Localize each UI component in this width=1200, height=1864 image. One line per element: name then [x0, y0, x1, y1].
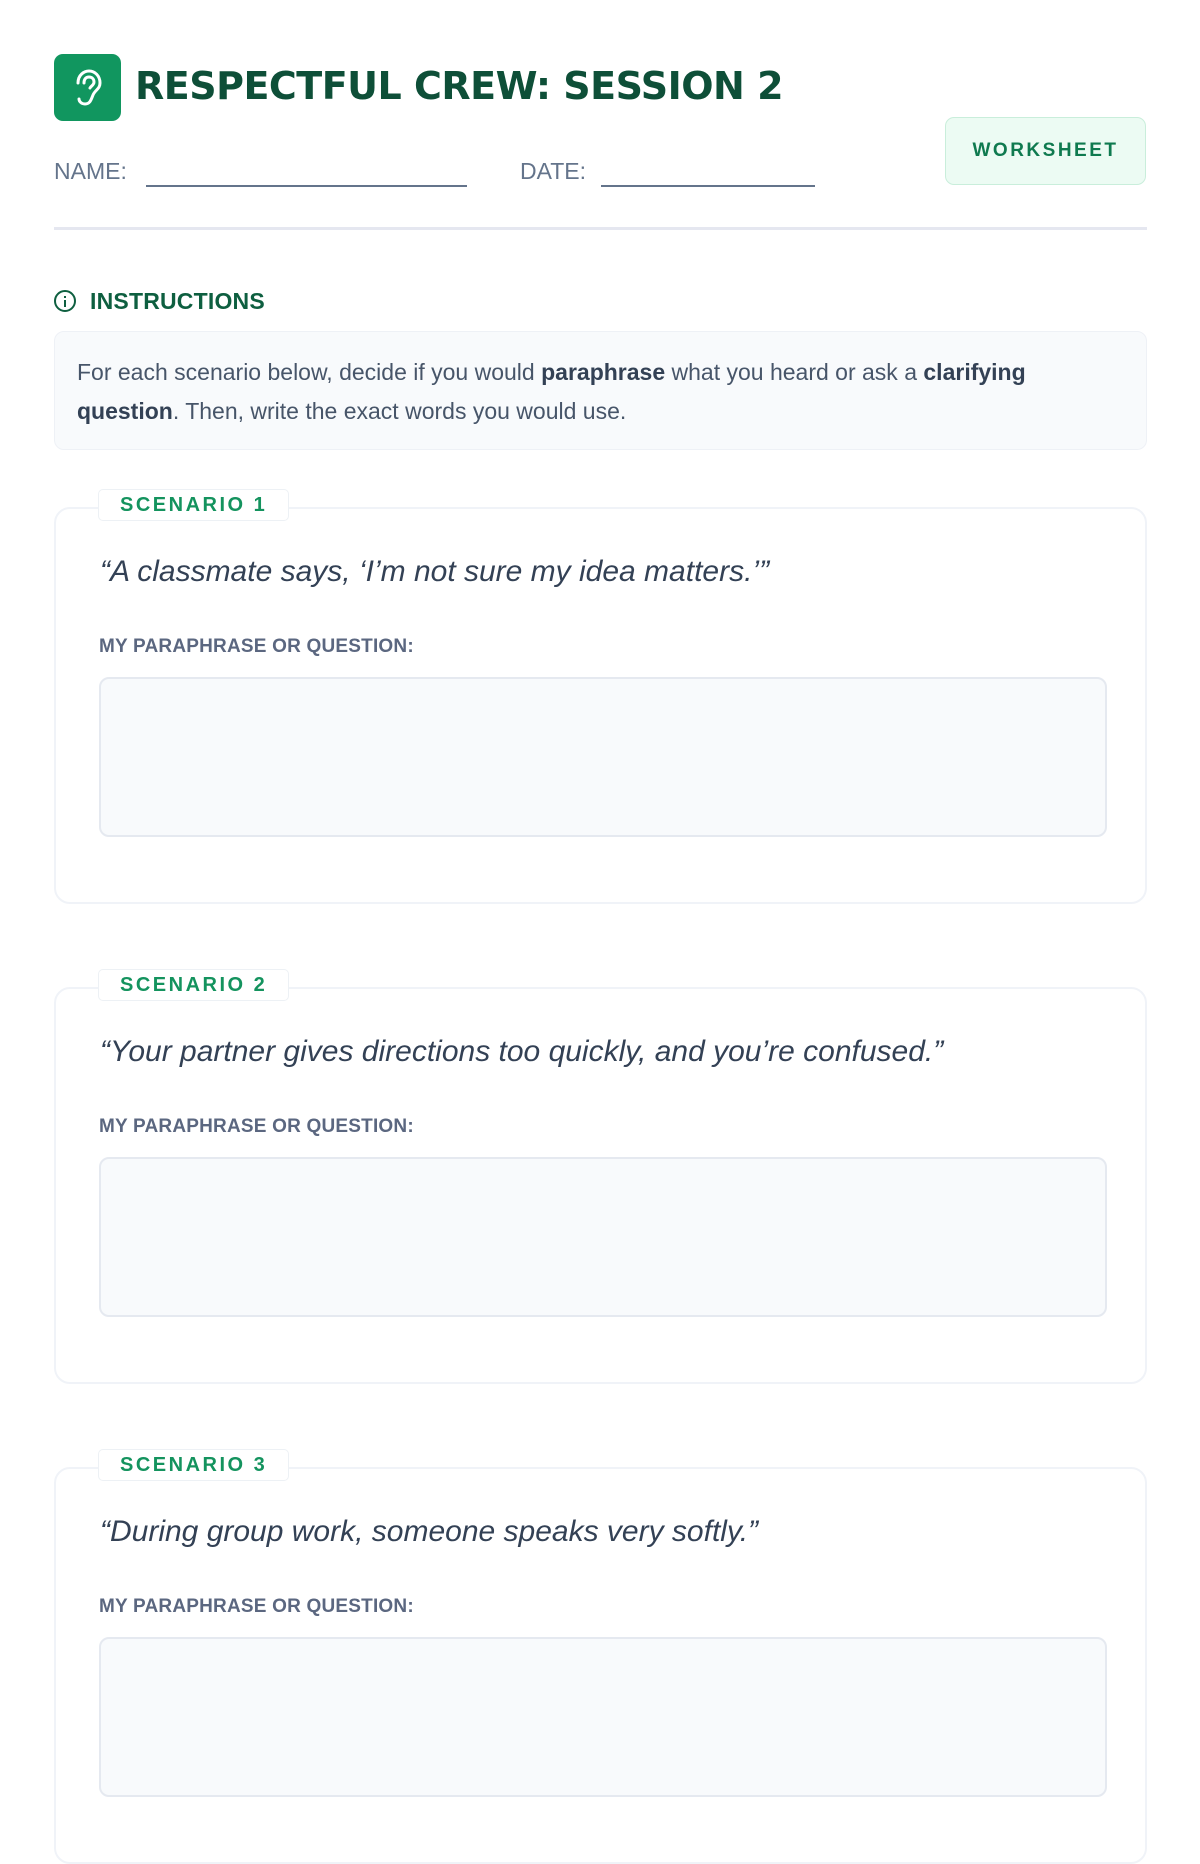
instructions-bold-paraphrase: paraphrase: [541, 359, 666, 385]
scenario-card: [54, 493, 1147, 904]
scenario-quote: “During group work, someone speaks very softly.”: [100, 1515, 759, 1548]
ear-icon-tile: [54, 54, 121, 121]
scenario-card: [54, 973, 1147, 1384]
instructions-box: [54, 331, 1147, 450]
answer-input[interactable]: [99, 677, 1107, 837]
instructions-text: what you heard or ask a: [665, 359, 924, 385]
scenario-tag: SCENARIO 2: [98, 969, 289, 1001]
scenario-card: [54, 1453, 1147, 1864]
page-title: RESPECTFUL CREW: SESSION 2: [135, 64, 784, 108]
name-field[interactable]: [146, 185, 467, 187]
worksheet-badge: WORKSHEET: [945, 117, 1146, 185]
scenario-quote: “A classmate says, ‘I’m not sure my idea matters.’”: [100, 555, 770, 588]
date-field[interactable]: [601, 185, 815, 187]
scenario-tag: SCENARIO 3: [98, 1449, 289, 1481]
answer-label: MY PARAPHRASE OR QUESTION:: [99, 636, 414, 657]
answer-label: MY PARAPHRASE OR QUESTION:: [99, 1596, 414, 1617]
instructions-text: For each scenario below, decide if you would: [77, 359, 542, 385]
answer-input[interactable]: [99, 1637, 1107, 1797]
scenario-tag: SCENARIO 1: [98, 489, 289, 521]
info-icon: [54, 290, 76, 312]
instructions-heading: [54, 286, 265, 316]
answer-input[interactable]: [99, 1157, 1107, 1317]
header-divider: [54, 227, 1147, 230]
ear-icon: [71, 68, 105, 108]
answer-label: MY PARAPHRASE OR QUESTION:: [99, 1116, 414, 1137]
instructions-text: . Then, write the exact words you would use.: [172, 398, 627, 424]
name-label: NAME:: [54, 158, 127, 184]
instructions-bold-clarifying: clarifying question: [77, 359, 1026, 424]
scenario-quote: “Your partner gives directions too quickly, and you’re confused.”: [100, 1035, 944, 1068]
instructions-title: INSTRUCTIONS: [90, 287, 265, 314]
date-label: DATE:: [520, 158, 587, 184]
